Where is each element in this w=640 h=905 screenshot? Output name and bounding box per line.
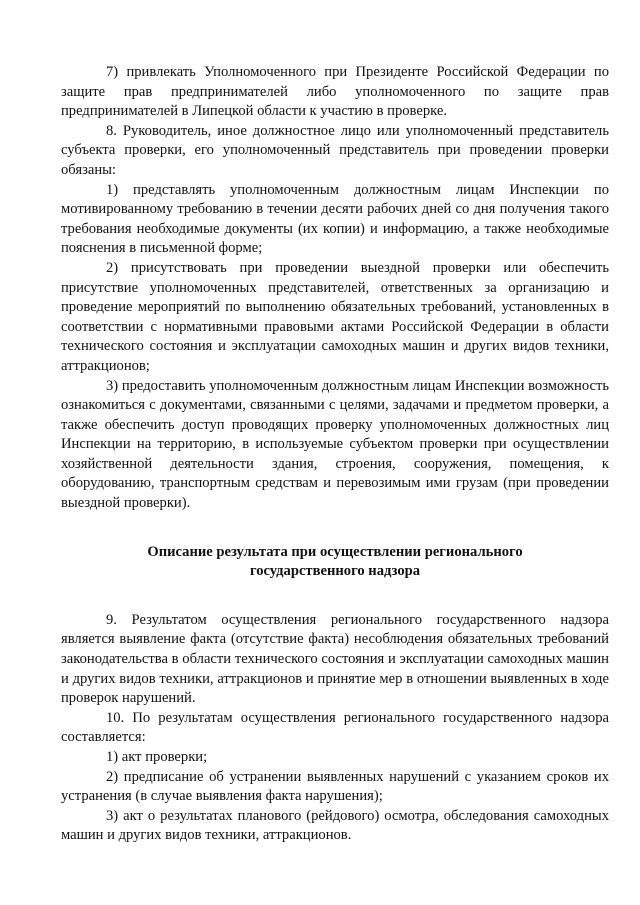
paragraph-clause-9: 9. Результатом осуществления регионального государственного надзора является выявление факта (отсутствие факта) несоблюдения обязательных требований законодательства в области технического состояния и эксплуатации самоходных машин и других видов техники, аттракционов и принятие мер в отношении выявленных в ходе проверок нарушений. — [61, 611, 609, 707]
section-heading — [61, 543, 609, 582]
paragraph-result-2: 2) предписание об устранении выявленных нарушений с указанием сроков их устранения (в случае выявления факта нарушения); — [61, 768, 609, 805]
section-heading-line-1: Описание результата при осуществлении регионального — [147, 543, 523, 560]
paragraph-result-1: 1) акт проверки; — [106, 749, 208, 765]
paragraph-item-7: 7) привлекать Уполномоченного при Президенте Российской Федерации по защите прав предпринимателей либо уполномоченного по защите прав предпринимателей в Липецкой области к участию в проверке. — [61, 64, 609, 120]
paragraph-duty-1: 1) представлять уполномоченным должностным лицам Инспекции по мотивированному требованию в течении десяти рабочих дней со дня получения такого требования необходимые документы (их копии) и информацию, а также необходимые пояснения в письменной форме; — [61, 181, 609, 257]
document-body — [61, 63, 609, 846]
paragraph-duty-2: 2) присутствовать при проведении выездной проверки или обеспечить присутствие уполномоченных представителей, ответственных за организацию и проведение мероприятий по выполнению обязательных требований, установленных в соответствии с нормативными правовыми актами Российской Федерации в области технического состояния и эксплуатации самоходных машин и других видов техники, аттракционов; — [61, 259, 609, 374]
paragraph-result-3: 3) акт о результатах планового (рейдового) осмотра, обследования самоходных машин и других видов техники, аттракционов. — [61, 807, 609, 844]
paragraph-clause-8: 8. Руководитель, иное должностное лицо или уполномоченный представитель субъекта проверки, его уполномоченный представитель при проведении проверки обязаны: — [61, 122, 609, 178]
paragraph-clause-10: 10. По результатам осуществления регионального государственного надзора составляется: — [61, 709, 609, 746]
paragraph-duty-3: 3) предоставить уполномоченным должностным лицам Инспекции возможность ознакомиться с документами, связанными с целями, задачами и предметом проверки, а также обеспечить доступ проводящих проверку уполномоченных должностных лиц Инспекции на территорию, в используемые субъектом проверки при осуществлении хозяйственной деятельности здания, строения, сооружения, помещения, к оборудованию, транспортным средствам и перевозимым ими грузам (при проведении выездной проверки). — [61, 377, 609, 512]
section-heading-line-2: государственного надзора — [249, 563, 421, 580]
